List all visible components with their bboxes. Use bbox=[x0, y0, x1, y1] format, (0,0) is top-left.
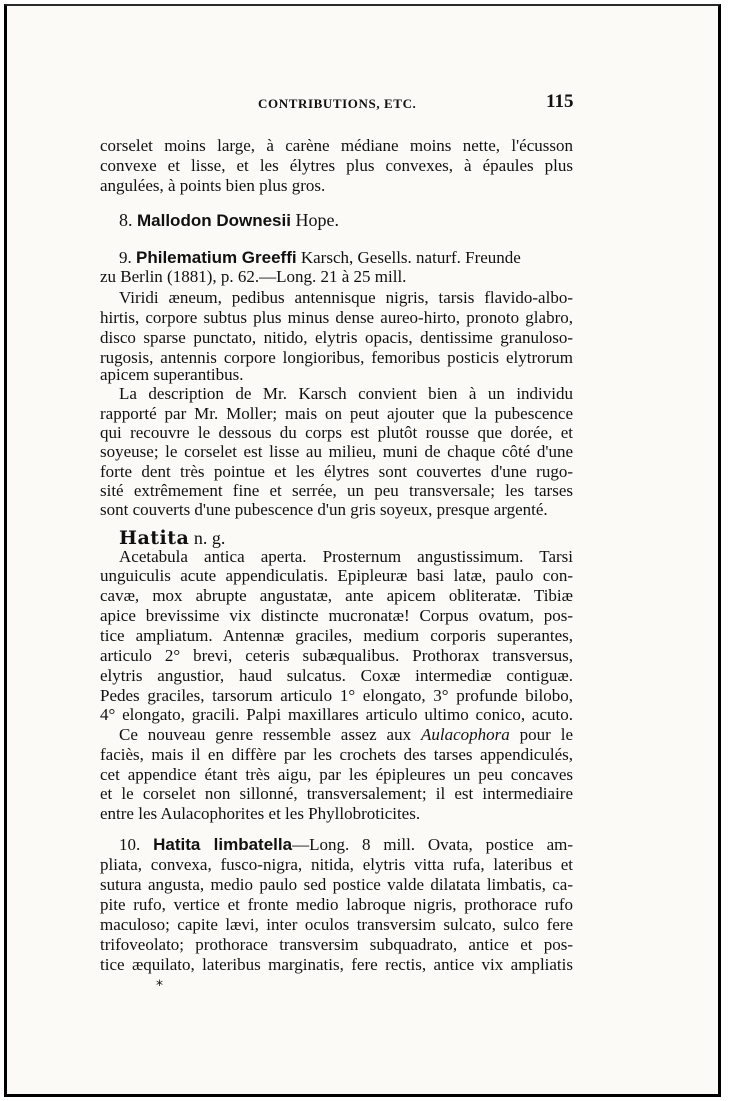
text-line: Acetabula antica aperta. Prosternum angustissimum. Tarsi bbox=[119, 547, 573, 566]
genus-italic: Aulacophora bbox=[420, 725, 510, 744]
species-number: 9. bbox=[119, 248, 132, 267]
text-span: —Long. 8 mill. Ovata, postice am- bbox=[292, 835, 574, 854]
species-number: 10. bbox=[119, 835, 141, 854]
text-span: Ce nouveau genre ressemble assez aux bbox=[119, 725, 421, 744]
text-line: cavæ, mox abrupte angustatæ, ante apicem obliteratæ. Tibiæ bbox=[100, 586, 573, 605]
species-name: Philematium Greeffi bbox=[136, 248, 297, 267]
text-line: maculoso; capite lævi, inter oculos transversim sulcato, sulco fere bbox=[100, 915, 573, 934]
genus-note: n. g. bbox=[189, 528, 226, 548]
text-line: forte dent très pointue et les élytres sont couvertes d'une rugo- bbox=[100, 462, 573, 481]
text-line: rugosis, antennis corpore longioribus, femoribus posticis elytrorum bbox=[100, 348, 573, 367]
species-citation: Karsch, Gesells. naturf. Freunde bbox=[296, 248, 521, 267]
text-line: Viridi æneum, pedibus antennisque nigris, tarsis flavido-albo- bbox=[119, 288, 573, 307]
species-heading-8 bbox=[119, 210, 339, 231]
text-line: angulées, à points bien plus gros. bbox=[100, 176, 326, 195]
text-line: soyeuse; le corselet est lisse au milieu, muni de chaque côté d'une bbox=[100, 442, 573, 461]
text-line: disco sparse punctato, nitido, elytris opacis, dentissime granuloso- bbox=[100, 328, 573, 347]
text-line: pite rufo, vertice et fronte medio labroque nigris, prothorace rufo bbox=[100, 895, 573, 914]
text-line: Pedes graciles, tarsorum articulo 1° elongato, 3° profunde bilobo, bbox=[100, 686, 573, 705]
page-number: 115 bbox=[546, 91, 574, 112]
species-heading-9 bbox=[119, 248, 573, 268]
species-number: 8. bbox=[119, 210, 133, 230]
text-line: cet appendice étant très aigu, par les épipleures un peu concaves bbox=[100, 765, 573, 784]
text-line: sutura angusta, medio paulo sed postice valde dilatata limbatis, ca- bbox=[100, 875, 573, 894]
text-line: trifoveolato; prothorace transversim subquadrato, antice et pos- bbox=[100, 935, 573, 954]
text-line: qui recouvre le dessous du corps est plutôt rousse que dorée, et bbox=[100, 423, 573, 442]
species-heading-10 bbox=[119, 836, 573, 854]
text-line: La description de Mr. Karsch convient bien à un individu bbox=[119, 384, 573, 403]
text-line: sont couverts d'une pubescence d'un gris soyeux, presque argenté. bbox=[100, 500, 548, 519]
text-line: convexe et lisse, et les élytres plus convexes, à épaules plus bbox=[100, 156, 573, 175]
text-line: pliata, convexa, fusco-nigra, nitida, elytris vitta rufa, lateribus et bbox=[100, 855, 573, 874]
text-line: et le corselet non sillonné, transversalement; il est intermediaire bbox=[100, 784, 573, 803]
text-line: faciès, mais il en diffère par les crochets des tarses appendiculés, bbox=[100, 745, 573, 764]
text-line: rapporté par Mr. Moller; mais on peut ajouter que la pubescence bbox=[100, 404, 573, 423]
text-line: unguiculis acute appendiculatis. Epipleuræ basi latæ, paulo con- bbox=[100, 566, 573, 585]
text-line: sité extrêmement fine et serrée, un peu transversale; les tarses bbox=[100, 481, 573, 500]
text-line: apicem superantibus. bbox=[100, 365, 244, 384]
running-title: CONTRIBUTIONS, ETC. bbox=[258, 96, 417, 111]
text-line: elytris angustior, haud sulcatus. Coxæ intermediæ contiguæ. bbox=[100, 666, 573, 685]
species-name: Hatita limbatella bbox=[153, 835, 293, 854]
text-line: entre les Aulacophorites et les Phyllobroticites. bbox=[100, 804, 421, 823]
text-line: articulo 2° brevi, ceteris subæqualibus. Prothorax transversus, bbox=[100, 646, 573, 665]
text-line: tice ampliatum. Antennæ graciles, medium corporis superantes, bbox=[100, 626, 573, 645]
text-span: pour le bbox=[509, 725, 573, 744]
text-line: apice brevissime vix distincte mucronatæ! Corpus ovatum, pos- bbox=[100, 606, 573, 625]
genus-heading bbox=[119, 527, 225, 549]
text-line: corselet moins large, à carène médiane moins nette, l'écusson bbox=[100, 136, 573, 155]
text-line: hirtis, corpore subtus plus minus dense aureo-hirto, pronoto glabro, bbox=[100, 308, 573, 327]
species-author: Hope. bbox=[290, 210, 339, 230]
genus-name: Hatita bbox=[119, 527, 190, 549]
footer-mark: * bbox=[156, 978, 163, 994]
text-line: tice æquilato, lateribus marginatis, fere rectis, antice vix ampliatis bbox=[100, 955, 573, 974]
text-line: zu Berlin (1881), p. 62.—Long. 21 à 25 mill. bbox=[100, 267, 407, 286]
species-name: Mallodon Downesii bbox=[137, 211, 291, 230]
text-line: 4° elongato, gracili. Palpi maxillares articulo ultimo conico, acuto. bbox=[100, 705, 573, 724]
text-line bbox=[119, 726, 573, 744]
